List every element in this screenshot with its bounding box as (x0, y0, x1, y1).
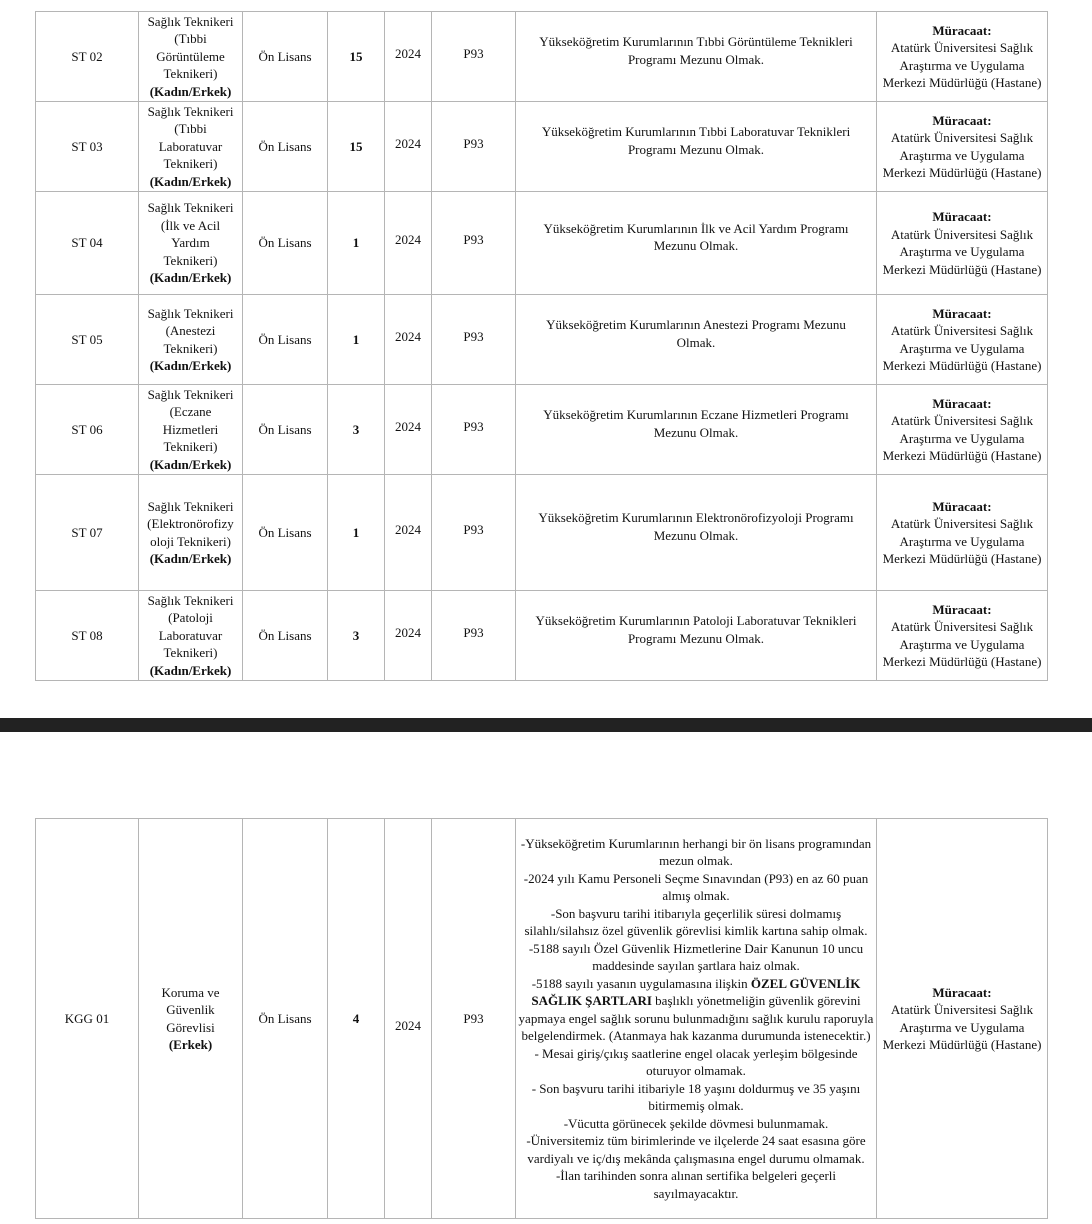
positions-table (35, 11, 1048, 681)
requirement-item: -Üniversitemiz tüm birimlerinde ve ilçelerde 24 saat esasına göre vardiyalı ve iç/dış mekânda çalışmasına engel durumu olmamak. (526, 1133, 866, 1166)
title-line: Sağlık Teknikeri (147, 386, 234, 402)
title-line: Laboratuvar (158, 627, 223, 643)
title-line: (Elektronörofizy (147, 516, 234, 531)
requirement-text (516, 385, 877, 475)
education-level: Ön Lisans (243, 295, 328, 385)
gender-label: (Kadın/Erkek) (149, 456, 232, 472)
position-title (139, 12, 243, 102)
title-line: (Eczane (169, 404, 212, 420)
score-type: P93 (432, 192, 516, 295)
education-level: Ön Lisans (243, 819, 328, 1219)
education-level: Ön Lisans (243, 192, 328, 295)
exam-year: 2024 (385, 591, 432, 681)
application-label: Müracaat: (932, 601, 992, 617)
requirement-text (516, 475, 877, 591)
security-position-table (35, 818, 1048, 1219)
position-title (139, 385, 243, 475)
application-place: Atatürk Üniversitesi Sağlık Araştırma ve Uygulama Merkezi Müdürlüğü (Hastane) (882, 413, 1042, 463)
score-type: P93 (432, 12, 516, 102)
title-line: Sağlık Teknikeri (147, 103, 234, 119)
exam-year: 2024 (385, 475, 432, 591)
gender-label: (Kadın/Erkek) (149, 358, 232, 373)
title-line: (Tıbbi (174, 31, 207, 47)
title-line: Yardım (171, 235, 210, 251)
table-row (36, 385, 1048, 475)
application-place: Atatürk Üniversitesi Sağlık Araştırma ve Uygulama Merkezi Müdürlüğü (Hastane) (882, 1002, 1042, 1052)
table-row (36, 12, 1048, 102)
score-type: P93 (432, 385, 516, 475)
title-line: Sağlık Teknikeri (147, 498, 234, 514)
position-count: 3 (328, 591, 385, 681)
title-line: Güvenlik (166, 1002, 215, 1017)
application-info (877, 591, 1048, 681)
title-line: Görevlisi (166, 1019, 215, 1035)
application-label: Müracaat: (932, 498, 992, 514)
position-code: ST 07 (36, 475, 139, 591)
requirement-item: - Mesai giriş/çıkış saatlerine engel olacak yerleşim bölgesinde oturuyor olmamak. (534, 1045, 858, 1079)
exam-year: 2024 (385, 295, 432, 385)
position-title (139, 192, 243, 295)
title-line: Teknikeri) (163, 439, 218, 455)
score-type: P93 (432, 475, 516, 591)
application-place: Atatürk Üniversitesi Sağlık Araştırma ve Uygulama Merkezi Müdürlüğü (Hastane) (882, 323, 1042, 373)
gender-label: (Kadın/Erkek) (149, 270, 232, 286)
title-line: Sağlık Teknikeri (147, 13, 234, 29)
application-info (877, 102, 1048, 192)
requirement-emphasis: ÖZEL GÜVENLİK SAĞLIK ŞARTLARI (531, 975, 861, 1009)
title-line: Teknikeri) (163, 252, 218, 268)
position-code: ST 02 (36, 12, 139, 102)
requirement-text-value: Yükseköğretim Kurumlarının İlk ve Acil Yardım Programı Mezunu Olmak. (543, 220, 849, 253)
title-line: Sağlık Teknikeri (147, 200, 234, 216)
application-info (877, 192, 1048, 295)
requirement-item: -Son başvuru tarihi itibarıyla geçerlilik süresi dolmamış silahlı/silahsız özel güvenlik görevlisi kimlik kartına sahip olmak. (524, 905, 868, 939)
requirement-text: -5188 sayılı yasanın uygulamasına ilişkin (531, 975, 751, 991)
table-row (36, 591, 1048, 681)
requirement-item (516, 975, 876, 1045)
position-code: ST 04 (36, 192, 139, 295)
position-title (139, 295, 243, 385)
exam-year: 2024 (385, 102, 432, 192)
requirement-item: -5188 sayılı Özel Güvenlik Hizmetlerine Dair Kanunun 10 uncu maddesinde sayılan şartlara haiz olmak. (528, 940, 864, 974)
requirement-item: - Son başvuru tarihi itibariyle 18 yaşını doldurmuş ve 35 yaşını bitirmemiş olmak. (531, 1080, 861, 1114)
position-count: 1 (328, 192, 385, 295)
table-row (36, 819, 1048, 1219)
requirement-text (516, 591, 877, 681)
position-count: 15 (328, 102, 385, 192)
title-line: Teknikeri) (163, 66, 218, 82)
position-count: 4 (328, 819, 385, 1219)
application-place: Atatürk Üniversitesi Sağlık Araştırma ve Uygulama Merkezi Müdürlüğü (Hastane) (882, 40, 1042, 90)
title-line: Sağlık Teknikeri (147, 305, 234, 321)
education-level: Ön Lisans (243, 102, 328, 192)
application-label: Müracaat: (932, 305, 992, 321)
application-label: Müracaat: (932, 112, 992, 128)
position-count: 3 (328, 385, 385, 475)
requirement-text-value: Yükseköğretim Kurumlarının Anestezi Programı Mezunu Olmak. (546, 317, 846, 350)
position-title (139, 102, 243, 192)
score-type: P93 (432, 819, 516, 1219)
table-row (36, 295, 1048, 385)
title-line: Sağlık Teknikeri (147, 592, 234, 608)
position-code: ST 03 (36, 102, 139, 192)
education-level: Ön Lisans (243, 591, 328, 681)
requirement-text (516, 295, 877, 385)
position-code: ST 08 (36, 591, 139, 681)
title-line: Teknikeri) (163, 156, 218, 172)
requirement-text: başlıklı yönetmeliğin güvenlik görevini yapmaya engel sağlık sorunu bulunmadığını sağlık kurulu raporuyla belgelendirmek. (Atanmaya hak kazanma durumunda istenecektir.) (518, 993, 874, 1044)
requirement-text (516, 102, 877, 192)
position-count: 15 (328, 12, 385, 102)
gender-label: (Kadın/Erkek) (149, 83, 232, 99)
table-row (36, 102, 1048, 192)
exam-year: 2024 (385, 12, 432, 102)
requirement-text (516, 12, 877, 102)
education-level: Ön Lisans (243, 475, 328, 591)
score-type: P93 (432, 591, 516, 681)
requirement-item: -İlan tarihinden sonra alınan sertifika belgeleri geçerli sayılmayacaktır. (555, 1168, 837, 1201)
page-separator (0, 718, 1092, 732)
exam-year: 2024 (385, 192, 432, 295)
title-line: (Patoloji (168, 610, 213, 626)
position-title (139, 591, 243, 681)
application-label: Müracaat: (932, 22, 992, 38)
position-code: ST 05 (36, 295, 139, 385)
requirement-item: -2024 yılı Kamu Personeli Seçme Sınavından (P93) en az 60 puan almış olmak. (523, 870, 869, 904)
requirements-list (516, 819, 877, 1219)
position-count: 1 (328, 475, 385, 591)
position-code: KGG 01 (36, 819, 139, 1219)
position-code: ST 06 (36, 385, 139, 475)
gender-label: (Erkek) (168, 1037, 213, 1052)
education-level: Ön Lisans (243, 385, 328, 475)
table-row (36, 192, 1048, 295)
title-line: Koruma ve (161, 984, 220, 1000)
application-info (877, 295, 1048, 385)
gender-label: (Kadın/Erkek) (149, 551, 232, 566)
title-line: Görüntüleme (156, 48, 225, 64)
requirement-text-value: Yükseköğretim Kurumlarının Elektronörofizyoloji Programı Mezunu Olmak. (538, 510, 854, 543)
application-label: Müracaat: (932, 209, 992, 224)
score-type: P93 (432, 295, 516, 385)
title-line: Hizmetleri (162, 421, 219, 437)
table-row (36, 475, 1048, 591)
title-line: (İlk ve Acil (160, 217, 221, 233)
education-level: Ön Lisans (243, 12, 328, 102)
title-line: oloji Teknikeri) (150, 533, 231, 549)
requirement-item: -Vücutta görünecek şekilde dövmesi bulunmamak. (563, 1115, 829, 1131)
exam-year: 2024 (385, 385, 432, 475)
application-label: Müracaat: (932, 984, 992, 1000)
title-line: Teknikeri) (163, 340, 218, 356)
application-label: Müracaat: (932, 395, 992, 411)
requirement-item: -Yükseköğretim Kurumlarının herhangi bir ön lisans programından mezun olmak. (520, 835, 872, 869)
gender-label: (Kadın/Erkek) (149, 173, 232, 189)
application-info (877, 819, 1048, 1219)
requirement-text-value: Yükseköğretim Kurumlarının Tıbbi Laboratuvar Teknikleri Programı Mezunu Olmak. (541, 124, 851, 157)
application-info (877, 12, 1048, 102)
title-line: Teknikeri) (163, 645, 218, 661)
application-info (877, 385, 1048, 475)
requirement-text-value: Yükseköğretim Kurumlarının Tıbbi Görüntüleme Teknikleri Programı Mezunu Olmak. (539, 34, 853, 67)
position-count: 1 (328, 295, 385, 385)
gender-label: (Kadın/Erkek) (149, 662, 232, 678)
title-line: Laboratuvar (158, 138, 223, 154)
position-title (139, 819, 243, 1219)
position-title (139, 475, 243, 591)
title-line: (Tıbbi (174, 121, 207, 137)
title-line: (Anestezi (165, 323, 216, 338)
requirement-text-value: Yükseköğretim Kurumlarının Patoloji Laboratuvar Teknikleri Programı Mezunu Olmak. (535, 613, 857, 646)
requirement-text-value: Yükseköğretim Kurumlarının Eczane Hizmetleri Programı Mezunu Olmak. (543, 407, 849, 440)
application-place: Atatürk Üniversitesi Sağlık Araştırma ve Uygulama Merkezi Müdürlüğü (Hastane) (882, 130, 1042, 180)
application-place: Atatürk Üniversitesi Sağlık Araştırma ve Uygulama Merkezi Müdürlüğü (Hastane) (882, 226, 1042, 277)
score-type: P93 (432, 102, 516, 192)
exam-year: 2024 (385, 819, 432, 1219)
application-place: Atatürk Üniversitesi Sağlık Araştırma ve Uygulama Merkezi Müdürlüğü (Hastane) (882, 516, 1042, 566)
application-info (877, 475, 1048, 591)
requirement-text (516, 192, 877, 295)
application-place: Atatürk Üniversitesi Sağlık Araştırma ve Uygulama Merkezi Müdürlüğü (Hastane) (882, 619, 1042, 669)
